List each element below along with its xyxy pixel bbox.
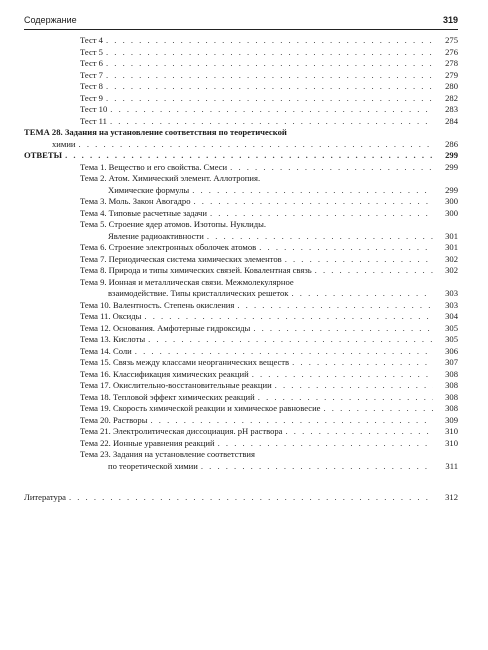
toc-entry: Тест 8 . . . 280 [24, 81, 458, 93]
toc-entry: Тема 3. Моль. Закон Авогадро . . . 300 [24, 196, 458, 208]
toc-entry: Тема 14. Соли . . . 306 [24, 346, 458, 358]
header-page-number: 319 [442, 15, 458, 25]
toc-entry: Тема 11. Оксиды . . . 304 [24, 311, 458, 323]
toc-entry: химии . . . 286 [24, 139, 458, 151]
toc-entry-line: Тема 9. Ионная и металлическая связи. Межмолекулярное [80, 276, 294, 287]
running-header [24, 12, 458, 28]
toc-entry: Тема 16. Классификация химических реакций . . . 308 [24, 369, 458, 381]
toc-entry-heading-line: ТЕМА 28. Задания на установление соответствия по теоретической [24, 127, 287, 137]
toc-entry: Тема 1. Вещество и его свойства. Смеси . . . 299 [24, 162, 458, 174]
toc-entry: Тема 21. Электролитическая диссоциация. pH раствора . . . 310 [24, 426, 458, 438]
toc-entry: взаимодействие. Типы кристаллических решеток . . . 303 [24, 288, 458, 300]
toc-entry: Тема 20. Растворы . . . 309 [24, 415, 458, 427]
toc-entry-line: Тема 5. Строение ядер атомов. Изотопы. Нуклиды. [80, 219, 267, 229]
toc-entry: Тема 18. Тепловой эффект химических реакций . . . 308 [24, 392, 458, 404]
toc-entry: Тема 4. Типовые расчетные задачи . . . 300 [24, 208, 458, 220]
toc-entry: Тест 5 . . . 276 [24, 47, 458, 59]
toc-entry: Явление радиоактивности . . . 301 [24, 231, 458, 243]
header-section-title: Содержание [24, 15, 77, 25]
toc-entry: Тест 9 . . . 282 [24, 93, 458, 105]
toc-entry: Тема 19. Скорость химической реакции и химическое равновесие . . . 308 [24, 403, 458, 415]
toc-entry-literature: Литература . . . 312 [24, 492, 458, 504]
toc-entry: Тема 7. Периодическая система химических элементов . . . 302 [24, 254, 458, 266]
toc-entry: Тест 6 . . . 278 [24, 58, 458, 70]
header-rule [24, 29, 458, 30]
toc-entry: Тест 10 . . . 283 [24, 104, 458, 116]
toc-entry: Тема 13. Кислоты . . . 305 [24, 334, 458, 346]
toc-entry: Тема 10. Валентность. Степень окисления . . . 303 [24, 300, 458, 312]
toc-entry: Тема 12. Основания. Амфотерные гидроксиды . . . 305 [24, 323, 458, 335]
toc-entry: Тест 7 . . . 279 [24, 70, 458, 82]
toc-entry: по теоретической химии . . . 311 [24, 461, 458, 473]
toc-entry: Тема 17. Окислительно-восстановительные реакции . . . 308 [24, 380, 458, 392]
toc-section-answers: ОТВЕТЫ . . . 299 [24, 150, 458, 162]
toc-entry: Тема 6. Строение электронных оболочек атомов . . . 301 [24, 242, 458, 254]
toc-entry: Тема 22. Ионные уравнения реакций . . . 310 [24, 438, 458, 450]
toc-entry: Тема 15. Связь между классами неорганических веществ . . . 307 [24, 357, 458, 369]
toc-entry-line: Тема 2. Атом. Химический элемент. Аллотропия. [80, 173, 261, 183]
toc-entry: Химические формулы . . . 299 [24, 185, 458, 197]
table-of-contents [24, 35, 458, 504]
toc-entry: Тест 11 . . . 284 [24, 116, 458, 128]
toc-entry: Тема 8. Природа и типы химических связей. Ковалентная связь . . . 302 [24, 265, 458, 277]
toc-entry: Тест 4 . . . 275 [24, 35, 458, 47]
toc-entry-line: Тема 23. Задания на установление соответствия [80, 449, 255, 459]
